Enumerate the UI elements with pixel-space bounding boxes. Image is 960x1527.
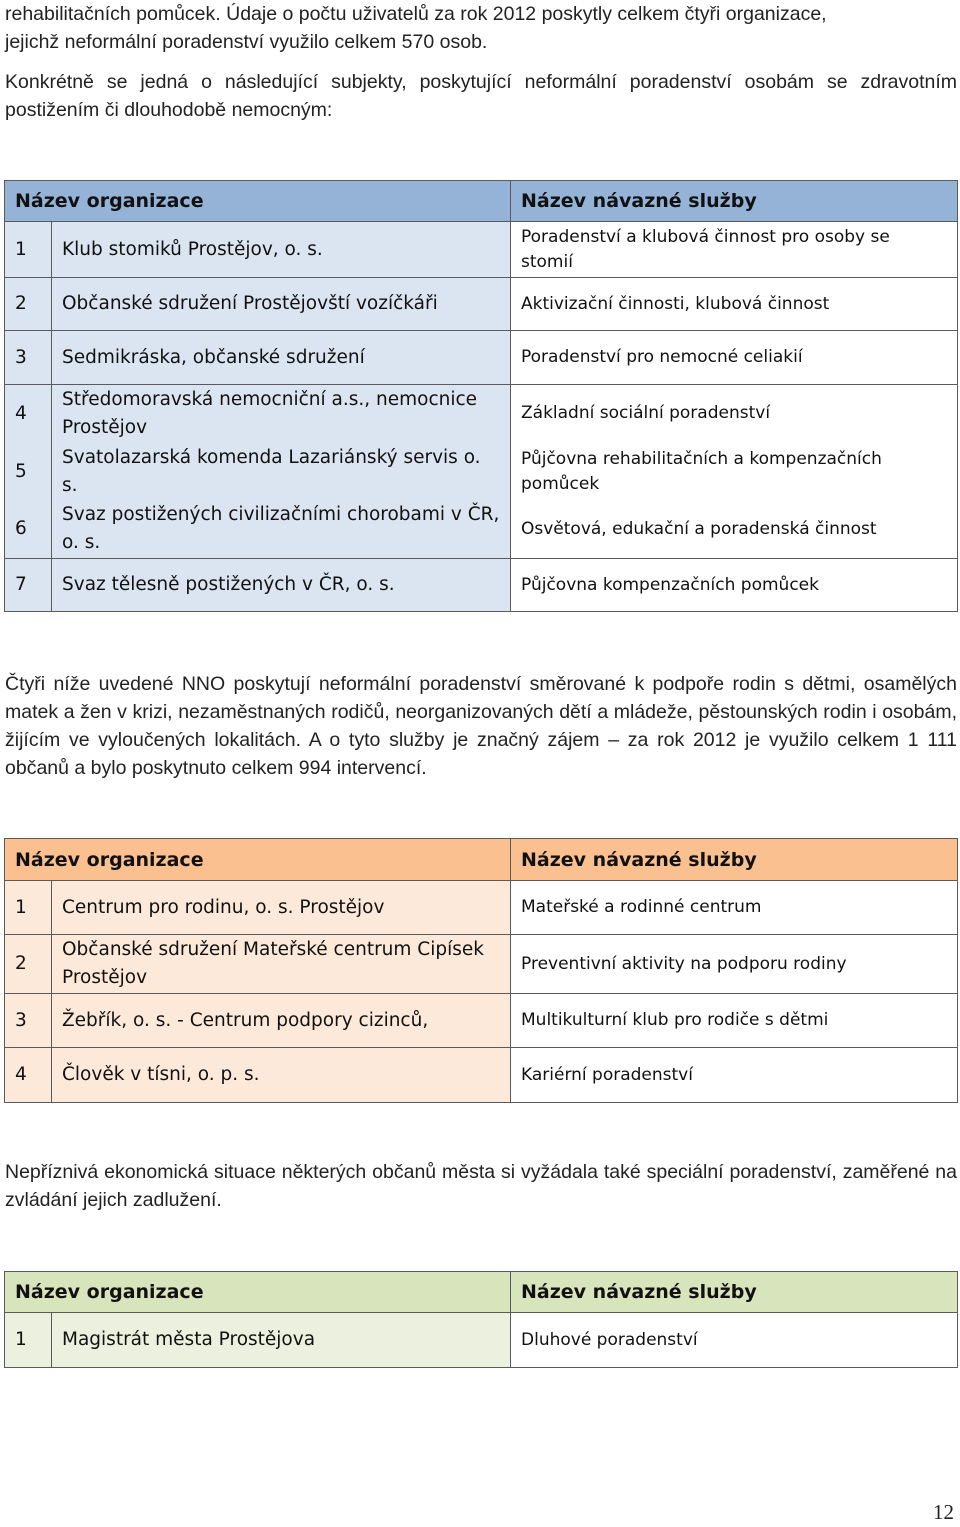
row-number: 1	[5, 222, 52, 278]
table-row	[5, 881, 958, 935]
organization-name: Magistrát města Prostějova	[52, 1313, 511, 1368]
row-number: 2	[5, 278, 52, 331]
intro-line-2: jejichž neformální poradenství využilo celkem 570 osob.	[5, 31, 488, 53]
row-number: 7	[5, 559, 52, 612]
service-name: Osvětová, edukační a poradenská činnost	[511, 501, 958, 559]
table-row	[5, 222, 958, 278]
header-service: Název návazné služby	[511, 1272, 958, 1313]
organization-name: Svaz postižených civilizačními chorobami v ČR, o. s.	[52, 501, 511, 559]
row-number: 3	[5, 994, 52, 1048]
service-name: Mateřské a rodinné centrum	[511, 881, 958, 935]
header-service: Název návazné služby	[511, 181, 958, 222]
header-organization: Název organizace	[5, 839, 511, 881]
page-number: 12	[933, 1500, 954, 1524]
table-row	[5, 1048, 958, 1103]
service-name: Preventivní aktivity na podporu rodiny	[511, 935, 958, 994]
service-name: Aktivizační činnosti, klubová činnost	[511, 278, 958, 331]
service-name: Poradenství pro nemocné celiakií	[511, 331, 958, 385]
organization-name: Člověk v tísni, o. p. s.	[52, 1048, 511, 1103]
debt-counselling-paragraph: Nepříznivá ekonomická situace některých občanů města si vyžádala také speciální poradenství, zaměřené na zvládání jejich zadlužení.	[5, 1161, 957, 1211]
service-name: Poradenství a klubová činnost pro osoby se stomií	[511, 222, 958, 278]
service-name: Dluhové poradenství	[511, 1313, 958, 1368]
service-name: Půjčovna kompenzačních pomůcek	[511, 559, 958, 612]
row-number: 2	[5, 935, 52, 994]
row-number: 6	[5, 501, 52, 559]
row-number: 5	[5, 443, 52, 501]
table-row	[5, 385, 958, 443]
service-name: Kariérní poradenství	[511, 1048, 958, 1103]
table-row	[5, 331, 958, 385]
header-service: Název návazné služby	[511, 839, 958, 881]
table-debt-organizations	[4, 1271, 958, 1368]
service-name: Základní sociální poradenství	[511, 385, 958, 443]
table-family-organizations	[4, 838, 958, 1103]
header-organization: Název organizace	[5, 181, 511, 222]
service-name: Multikulturní klub pro rodiče s dětmi	[511, 994, 958, 1048]
table-health-organizations	[4, 180, 958, 612]
row-number: 1	[5, 1313, 52, 1368]
table-row	[5, 278, 958, 331]
organization-name: Svatolazarská komenda Lazariánský servis o. s.	[52, 443, 511, 501]
organization-name: Centrum pro rodinu, o. s. Prostějov	[52, 881, 511, 935]
service-name: Půjčovna rehabilitačních a kompenzačních pomůcek	[511, 443, 958, 501]
table-header-row	[5, 1272, 958, 1313]
organization-name: Žebřík, o. s. - Centrum podpory cizinců,	[52, 994, 511, 1048]
table-header-row	[5, 181, 958, 222]
table-row	[5, 994, 958, 1048]
organization-name: Klub stomiků Prostějov, o. s.	[52, 222, 511, 278]
intro-paragraph: Konkrétně se jedná o následující subjekty, poskytující neformální poradenství osobám se zdravotním postižením či dlouhodobě nemocným:	[5, 71, 957, 121]
table-row	[5, 1313, 958, 1368]
table-row	[5, 559, 958, 612]
table-row	[5, 935, 958, 994]
row-number: 3	[5, 331, 52, 385]
table-row	[5, 501, 958, 559]
row-number: 4	[5, 385, 52, 443]
organization-name: Občanské sdružení Mateřské centrum Cipísek Prostějov	[52, 935, 511, 994]
header-organization: Název organizace	[5, 1272, 511, 1313]
organization-name: Svaz tělesně postižených v ČR, o. s.	[52, 559, 511, 612]
row-number: 4	[5, 1048, 52, 1103]
family-services-paragraph: Čtyři níže uvedené NNO poskytují neformální poradenství směrované k podpoře rodin s dětmi, osamělých matek a žen v krizi, nezaměstnaných rodičů, neorganizovaných dětí a mládeže, pěstounských rodin i osobám, žijícím ve vyloučených lokalitách. A o tyto služby je značný zájem – za rok 2012 je využilo celkem 1 111 občanů a bylo poskytnuto celkem 994 intervencí.	[5, 673, 957, 779]
organization-name: Sedmikráska, občanské sdružení	[52, 331, 511, 385]
table-row	[5, 443, 958, 501]
table-header-row	[5, 839, 958, 881]
row-number: 1	[5, 881, 52, 935]
organization-name: Občanské sdružení Prostějovští vozíčkáři	[52, 278, 511, 331]
intro-line-1: rehabilitačních pomůcek. Údaje o počtu uživatelů za rok 2012 poskytly celkem čtyři organizace,	[5, 3, 827, 25]
organization-name: Středomoravská nemocniční a.s., nemocnice Prostějov	[52, 385, 511, 443]
